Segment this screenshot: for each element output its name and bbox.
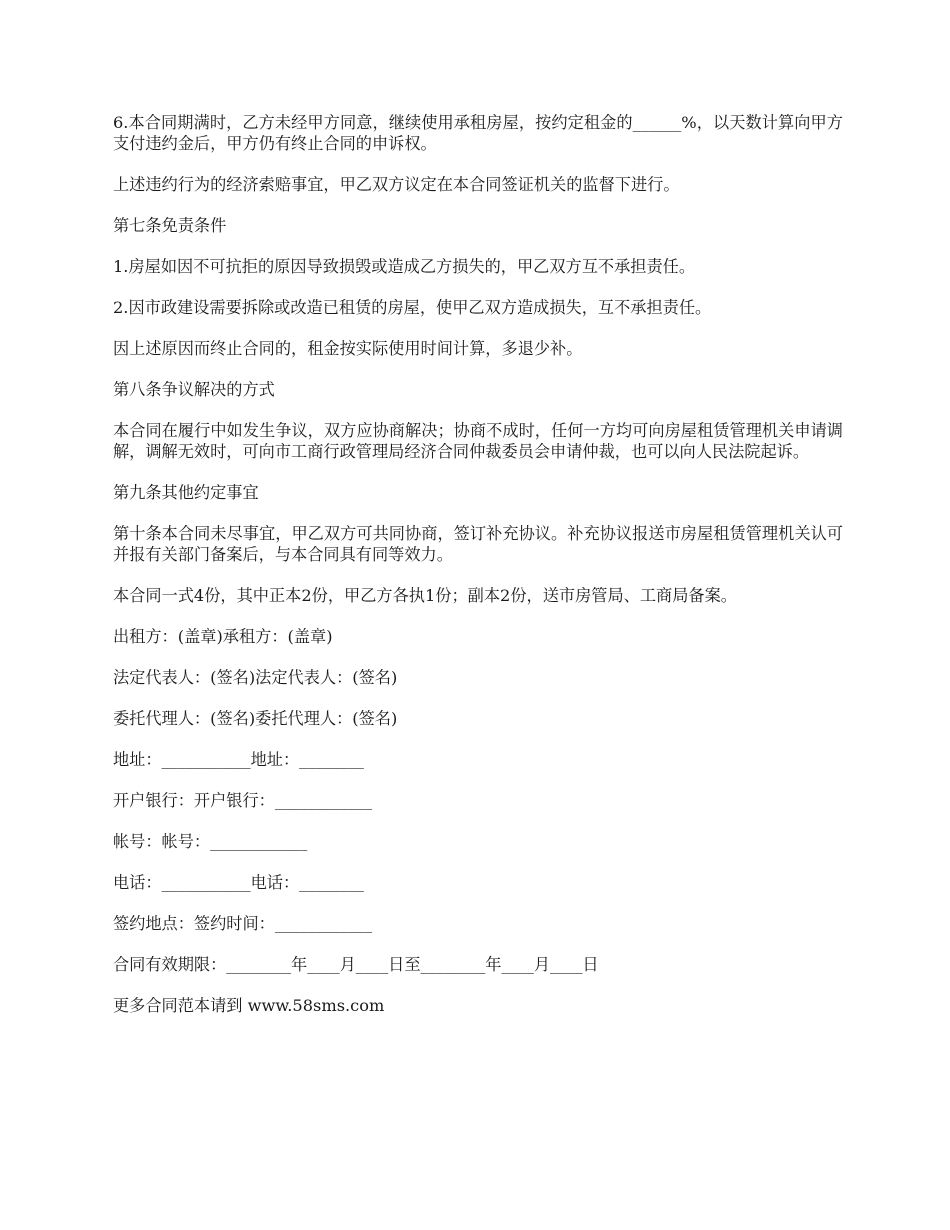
more-templates-line: 更多合同范本请到 www.58sms.com [113,996,385,1015]
phone-line: 电话：___________电话：________ [113,873,364,892]
exemption-item-2: 2.因市政建设需要拆除或改造已租赁的房屋，使甲乙双方造成损失，互不承担责任。 [113,298,712,317]
document-page [113,112,843,1036]
legal-representative-line: 法定代表人：(签名)法定代表人：(签名) [113,668,398,687]
claims-supervision-paragraph: 上述违约行为的经济索赔事宜，甲乙双方议定在本合同签证机关的监督下进行。 [113,175,680,194]
article-7-heading: 第七条免责条件 [113,216,227,235]
lessor-lessee-seal-line: 出租方：(盖章)承租方：(盖章) [113,627,333,646]
article-8-heading: 第八条争议解决的方式 [113,380,275,399]
address-line: 地址：___________地址：________ [113,750,364,769]
copies-paragraph: 本合同一式4份，其中正本2份，甲乙方各执1份；副本2份，送市房管局、工商局备案。 [113,586,737,605]
dispute-resolution-paragraph: 本合同在履行中如发生争议，双方应协商解决；协商不成时，任何一方均可向房屋租赁管理机关申请调解，调解无效时，可向市工商行政管理局经济合同仲裁委员会申请仲裁，也可以向人民法院起诉。 [113,421,843,461]
bank-line: 开户银行：开户银行：____________ [113,791,372,810]
rent-settlement-paragraph: 因上述原因而终止合同的，租金按实际使用时间计算，多退少补。 [113,339,583,358]
clause-6-overdue-use: 6.本合同期满时，乙方未经甲方同意，继续使用承租房屋，按约定租金的______%，以天数计算向甲方支付违约金后，甲方仍有终止合同的申诉权。 [113,113,843,153]
validity-period-line: 合同有效期限：________年____月____日至________年____月____日 [113,955,599,974]
article-10-paragraph: 第十条本合同未尽事宜，甲乙双方可共同协商，签订补充协议。补充协议报送市房屋租赁管理机关认可并报有关部门备案后，与本合同具有同等效力。 [113,524,843,564]
exemption-item-1: 1.房屋如因不可抗拒的原因导致损毁或造成乙方损失的，甲乙双方互不承担责任。 [113,257,696,276]
authorized-agent-line: 委托代理人：(签名)委托代理人：(签名) [113,709,398,728]
account-line: 帐号：帐号：____________ [113,832,308,851]
signing-place-time-line: 签约地点：签约时间：____________ [113,914,372,933]
article-9-heading: 第九条其他约定事宜 [113,483,259,502]
